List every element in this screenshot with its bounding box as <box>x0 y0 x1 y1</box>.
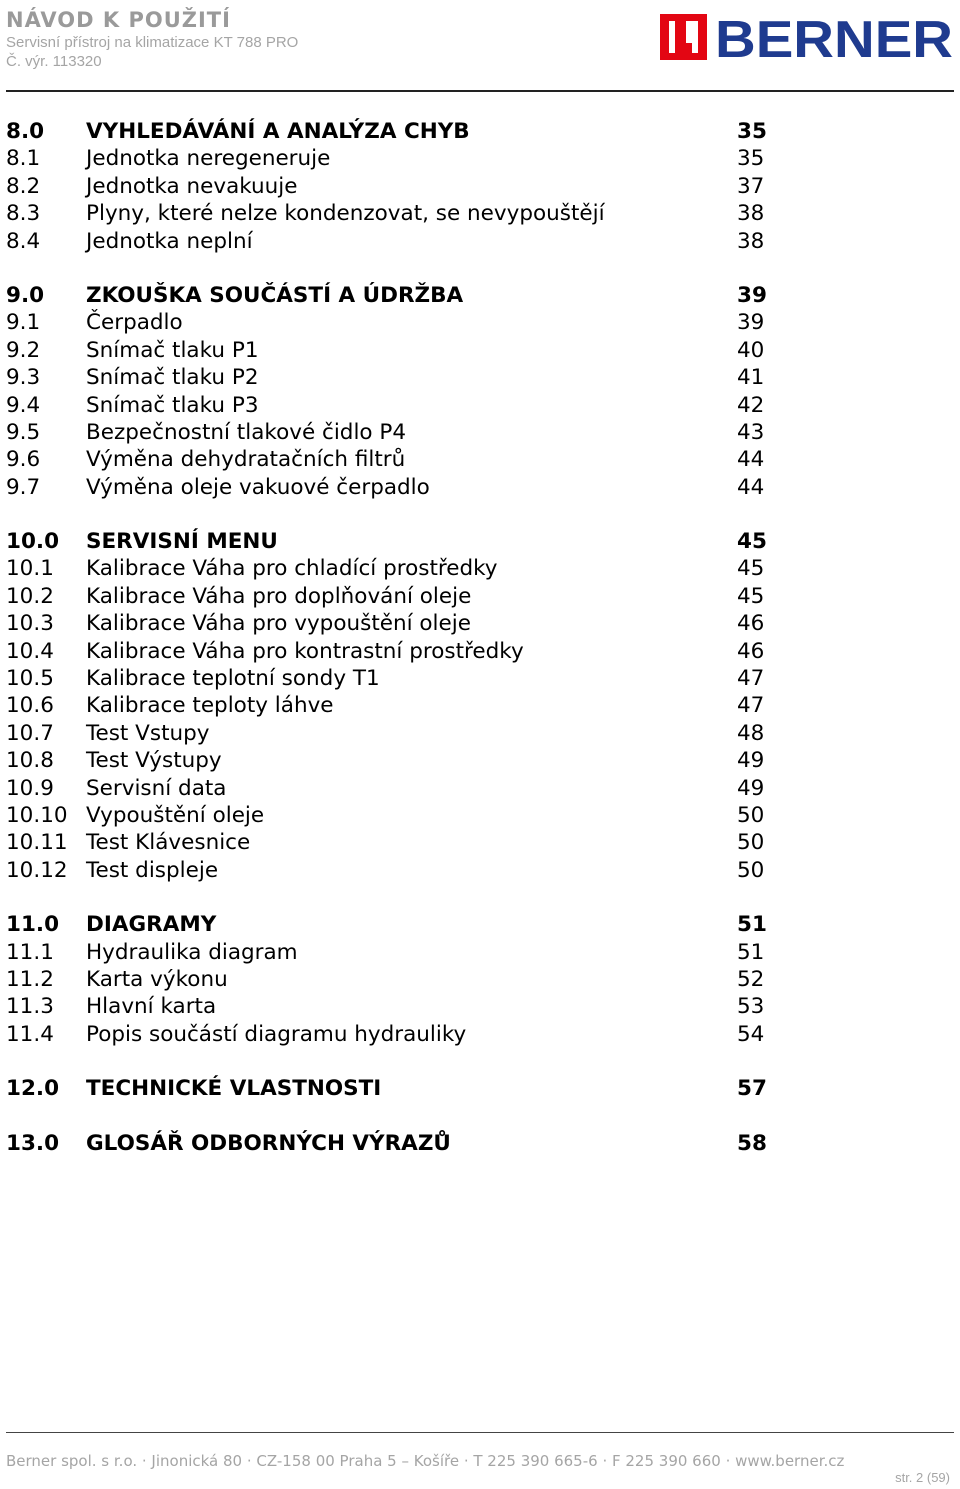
toc-entry-title: VYHLEDÁVÁNÍ A ANALÝZA CHYB <box>86 119 470 144</box>
toc-entry-number: 10.12 <box>6 857 68 883</box>
toc-entry-number: 8.2 <box>6 173 41 199</box>
toc-entry-title: Snímač tlaku P2 <box>86 365 259 391</box>
toc-entry-title: Snímač tlaku P3 <box>86 392 259 418</box>
toc-entry-number: 9.4 <box>6 392 41 418</box>
toc-entry <box>0 775 960 802</box>
toc-entry-number: 10.1 <box>6 556 54 582</box>
toc-entry-title: Výměna oleje vakuové čerpadlo <box>86 474 430 500</box>
toc-entry-number: 8.1 <box>6 146 41 172</box>
toc-entry-page: 51 <box>737 912 767 938</box>
toc-entry-number: 10.4 <box>6 638 54 664</box>
toc-entry-title: Jednotka neplní <box>86 228 253 254</box>
toc-entry <box>0 939 960 966</box>
toc-entry-title: GLOSÁŘ ODBORNÝCH VÝRAZŮ <box>86 1130 451 1156</box>
toc-entry-number: 8.0 <box>6 119 45 144</box>
toc-entry <box>0 665 960 692</box>
toc-entry <box>0 419 960 446</box>
toc-entry-page: 39 <box>737 310 765 336</box>
toc-entry-number: 9.0 <box>6 282 45 308</box>
toc-entry-title: ZKOUŠKA SOUČÁSTÍ A ÚDRŽBA <box>86 282 464 308</box>
toc-entry-page: 52 <box>737 966 765 992</box>
toc-entry-title: Karta výkonu <box>86 966 228 992</box>
toc-entry-page: 49 <box>737 748 765 774</box>
toc-entry-number: 9.2 <box>6 337 41 363</box>
toc-entry-title: Kalibrace teplotní sondy T1 <box>86 666 380 692</box>
toc-entry <box>0 966 960 993</box>
toc-entry-number: 9.6 <box>6 447 41 473</box>
toc-entry-title: Kalibrace teploty láhve <box>86 693 334 719</box>
toc-entry-page: 44 <box>737 474 765 500</box>
toc-entry-page: 47 <box>737 693 765 719</box>
toc-entry-number: 10.9 <box>6 775 54 801</box>
toc-entry-page: 38 <box>737 201 765 227</box>
toc-entry-number: 8.3 <box>6 201 41 227</box>
toc-entry <box>0 583 960 610</box>
toc-section-heading <box>0 282 960 309</box>
document-title: NÁVOD K POUŽITÍ <box>6 8 231 32</box>
footer-divider <box>6 1432 954 1433</box>
toc-entry-number: 10.3 <box>6 611 54 637</box>
toc-entry <box>0 337 960 364</box>
logo-wordmark: BERNER <box>715 14 953 64</box>
toc-entry-title: Bezpečnostní tlakové čidlo P4 <box>86 419 407 445</box>
toc-entry-title: Vypouštění oleje <box>86 802 265 828</box>
toc-entry <box>0 228 960 255</box>
toc-entry <box>0 857 960 884</box>
toc-entry-title: Test Vstupy <box>86 720 210 746</box>
toc-entry-page: 57 <box>737 1076 767 1102</box>
footer-address: Berner spol. s r.o. · Jinonická 80 · CZ-158 00 Praha 5 – Košíře · T 225 390 665-6 · F 225 390 660 · www.berner.cz <box>6 1452 845 1470</box>
toc-entry-page: 41 <box>737 365 765 391</box>
toc-entry <box>0 145 960 172</box>
toc-entry <box>0 474 960 501</box>
toc-entry-number: 9.1 <box>6 310 41 336</box>
toc-entry-page: 49 <box>737 775 765 801</box>
toc-entry-number: 11.0 <box>6 912 60 938</box>
toc-entry-title: Čerpadlo <box>86 310 183 336</box>
toc-entry <box>0 802 960 829</box>
toc-section-heading <box>0 911 960 938</box>
toc-entry-title: SERVISNÍ MENU <box>86 529 278 555</box>
toc-entry-number: 10.8 <box>6 748 54 774</box>
toc-entry <box>0 309 960 336</box>
toc-entry <box>0 392 960 419</box>
toc-entry-number: 11.3 <box>6 994 54 1020</box>
toc-entry-title: Kalibrace Váha pro kontrastní prostředky <box>86 638 524 664</box>
toc-entry-number: 9.3 <box>6 365 41 391</box>
toc-entry-page: 53 <box>737 994 765 1020</box>
berner-logo <box>660 14 955 64</box>
toc-entry-title: Test displeje <box>86 857 219 883</box>
toc-entry-number: 9.5 <box>6 419 41 445</box>
toc-entry <box>0 1021 960 1048</box>
table-of-contents <box>0 118 960 1157</box>
toc-entry-title: Snímač tlaku P1 <box>86 337 259 363</box>
toc-entry-number: 11.2 <box>6 966 54 992</box>
toc-entry <box>0 829 960 856</box>
toc-entry-page: 48 <box>737 720 765 746</box>
toc-entry <box>0 364 960 391</box>
toc-entry-number: 8.4 <box>6 228 41 254</box>
toc-entry-title: Test Klávesnice <box>86 830 251 856</box>
toc-entry-page: 50 <box>737 802 765 828</box>
toc-entry-title: Hydraulika diagram <box>86 939 298 965</box>
toc-entry-title: Kalibrace Váha pro vypouštění oleje <box>86 611 471 637</box>
toc-entry-number: 11.1 <box>6 939 54 965</box>
toc-entry-page: 54 <box>737 1021 765 1047</box>
toc-entry-page: 42 <box>737 392 765 418</box>
toc-entry-page: 50 <box>737 857 765 883</box>
toc-entry-number: 11.4 <box>6 1021 54 1047</box>
toc-entry <box>0 555 960 582</box>
toc-section-heading <box>0 1075 960 1102</box>
toc-entry-page: 47 <box>737 666 765 692</box>
page-header <box>0 0 960 95</box>
toc-entry <box>0 993 960 1020</box>
toc-entry <box>0 610 960 637</box>
toc-entry-page: 39 <box>737 282 767 308</box>
toc-section-heading <box>0 528 960 555</box>
toc-entry <box>0 638 960 665</box>
toc-entry-number: 12.0 <box>6 1076 60 1102</box>
toc-entry <box>0 692 960 719</box>
toc-entry-number: 10.5 <box>6 666 54 692</box>
toc-entry-number: 10.7 <box>6 720 54 746</box>
toc-entry-page: 45 <box>737 583 765 609</box>
toc-entry-title: TECHNICKÉ VLASTNOSTI <box>86 1076 382 1102</box>
toc-entry-page: 50 <box>737 830 765 856</box>
toc-entry <box>0 446 960 473</box>
document-subtitle: Servisní přístroj na klimatizace KT 788 PRO <box>6 34 299 51</box>
logo-mark-bar <box>675 21 692 53</box>
toc-entry-title: Výměna dehydratačních filtrů <box>86 447 406 473</box>
toc-entry-page: 58 <box>737 1130 767 1156</box>
toc-entry-page: 51 <box>737 939 765 965</box>
toc-entry-title: Plyny, které nelze kondenzovat, se nevypouštějí <box>86 201 605 227</box>
toc-entry-page: 43 <box>737 419 765 445</box>
toc-entry-title: Popis součástí diagramu hydrauliky <box>86 1021 467 1047</box>
toc-entry-title: DIAGRAMY <box>86 912 217 938</box>
toc-entry-number: 10.2 <box>6 583 54 609</box>
page-number: str. 2 (59) <box>895 1470 950 1485</box>
toc-entry-page: 35 <box>737 146 765 172</box>
toc-section-heading <box>0 1130 960 1157</box>
toc-entry-page: 46 <box>737 638 765 664</box>
catalog-number: Č. výr. 113320 <box>6 53 102 70</box>
toc-entry-title: Hlavní karta <box>86 994 217 1020</box>
toc-section-heading <box>0 118 960 145</box>
toc-entry-page: 35 <box>737 119 767 144</box>
toc-entry-title: Servisní data <box>86 775 227 801</box>
logo-mark-right <box>698 14 707 60</box>
toc-entry <box>0 200 960 227</box>
toc-entry <box>0 173 960 200</box>
toc-entry-title: Kalibrace Váha pro chladící prostředky <box>86 556 498 582</box>
toc-entry-title: Jednotka nevakuuje <box>86 173 298 199</box>
toc-entry-title: Jednotka neregeneruje <box>86 146 331 172</box>
toc-entry-page: 38 <box>737 228 765 254</box>
toc-entry-title: Kalibrace Váha pro doplňování oleje <box>86 583 472 609</box>
toc-entry-title: Test Výstupy <box>86 748 222 774</box>
toc-entry-number: 10.10 <box>6 802 68 828</box>
toc-entry-page: 45 <box>737 556 765 582</box>
toc-entry-page: 37 <box>737 173 765 199</box>
toc-entry-page: 40 <box>737 337 765 363</box>
toc-entry-page: 46 <box>737 611 765 637</box>
toc-entry-page: 44 <box>737 447 765 473</box>
header-divider <box>6 90 954 92</box>
toc-entry <box>0 747 960 774</box>
toc-entry <box>0 720 960 747</box>
toc-entry-number: 13.0 <box>6 1130 60 1156</box>
toc-entry-number: 10.0 <box>6 529 60 555</box>
toc-entry-number: 10.6 <box>6 693 54 719</box>
toc-entry-page: 45 <box>737 529 767 555</box>
toc-entry-number: 10.11 <box>6 830 68 856</box>
toc-entry-number: 9.7 <box>6 474 41 500</box>
